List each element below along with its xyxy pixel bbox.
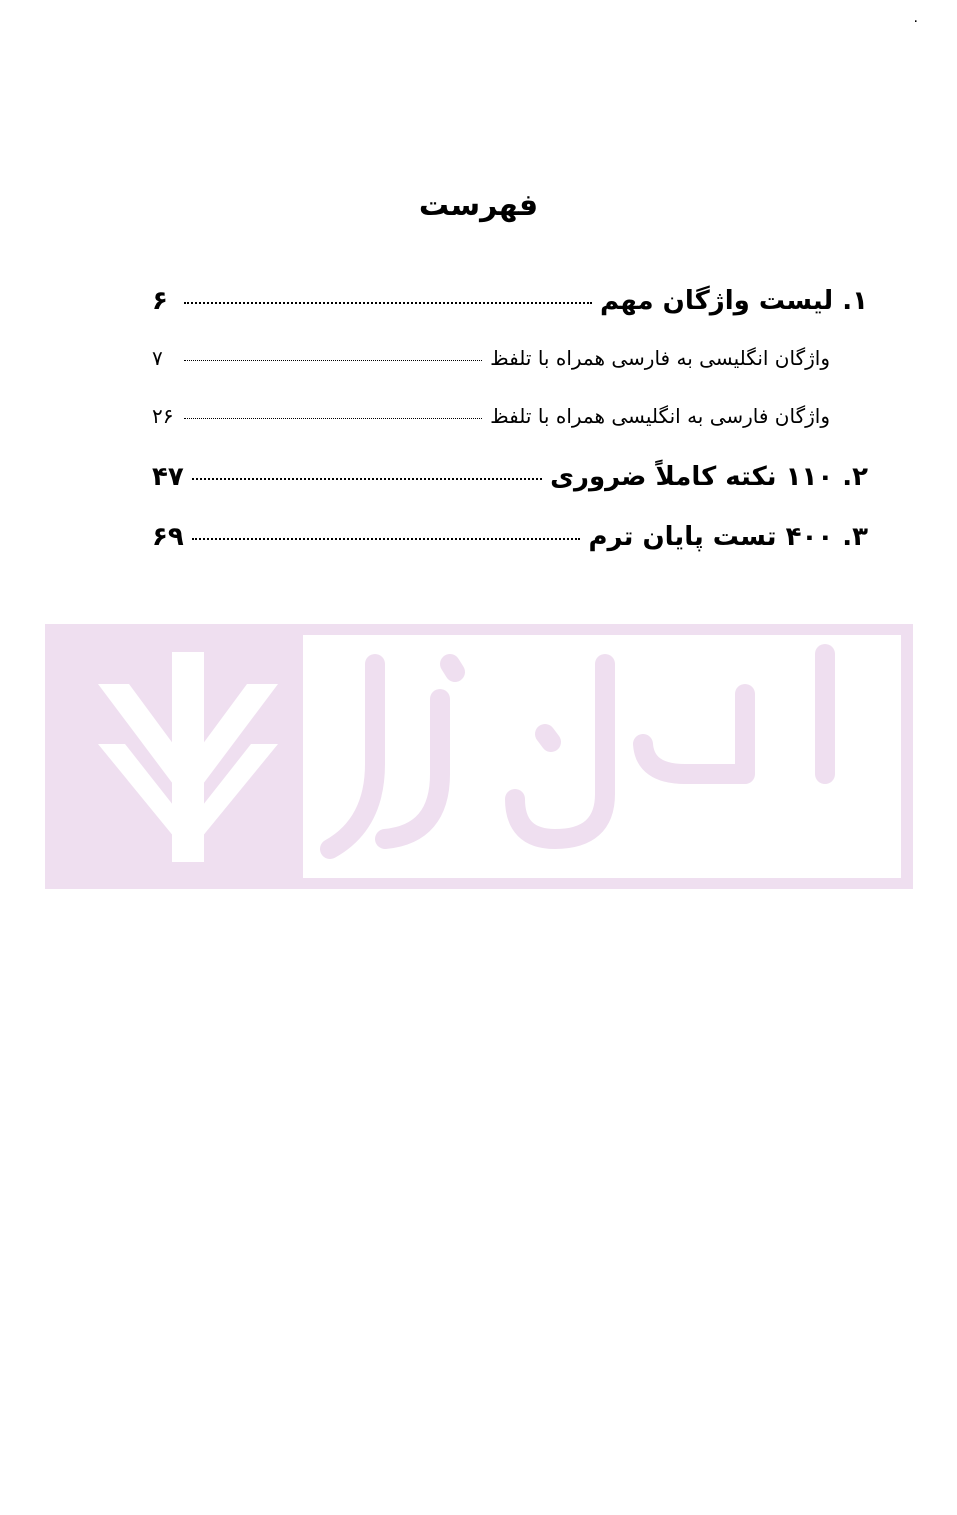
toc-subentry[interactable] (152, 346, 868, 404)
toc-entry[interactable] (152, 462, 868, 522)
toc-entry-label: واژگان فارسی به انگلیسی همراه با تلفظ (490, 404, 830, 428)
toc-entry-page: ۶۹ (152, 522, 184, 552)
toc-entry-page: ۷ (152, 346, 163, 370)
page-mark: ٠ (912, 13, 920, 29)
dot-leader (192, 478, 542, 480)
toc-title: فهرست (418, 188, 539, 223)
toc-subentry[interactable] (152, 404, 868, 462)
watermark-graphic (45, 624, 913, 889)
dot-leader (184, 418, 482, 419)
toc-entry-label: ۲. ۱۱۰ نکته کاملاً ضروری (550, 462, 868, 492)
dot-leader (192, 538, 581, 540)
watermark-logo (45, 624, 913, 889)
dot-leader (184, 302, 592, 304)
toc-entry-label: واژگان انگلیسی به فارسی همراه با تلفظ (490, 346, 830, 370)
toc-entry-page: ۲۶ (152, 404, 174, 428)
toc-entry-label: ۳. ۴۰۰ تست پایان ترم (588, 522, 868, 552)
toc-entry[interactable] (152, 522, 868, 582)
toc-entry-label: ۱. لیست واژگان مهم (599, 286, 868, 316)
toc-entry[interactable] (152, 286, 868, 346)
watermark-wordmark (330, 654, 825, 849)
table-of-contents (152, 286, 868, 582)
watermark-emblem-icon (98, 652, 278, 862)
toc-entry-page: ۶ (152, 286, 168, 316)
dot-leader (184, 360, 482, 361)
toc-entry-page: ۴۷ (152, 462, 184, 492)
